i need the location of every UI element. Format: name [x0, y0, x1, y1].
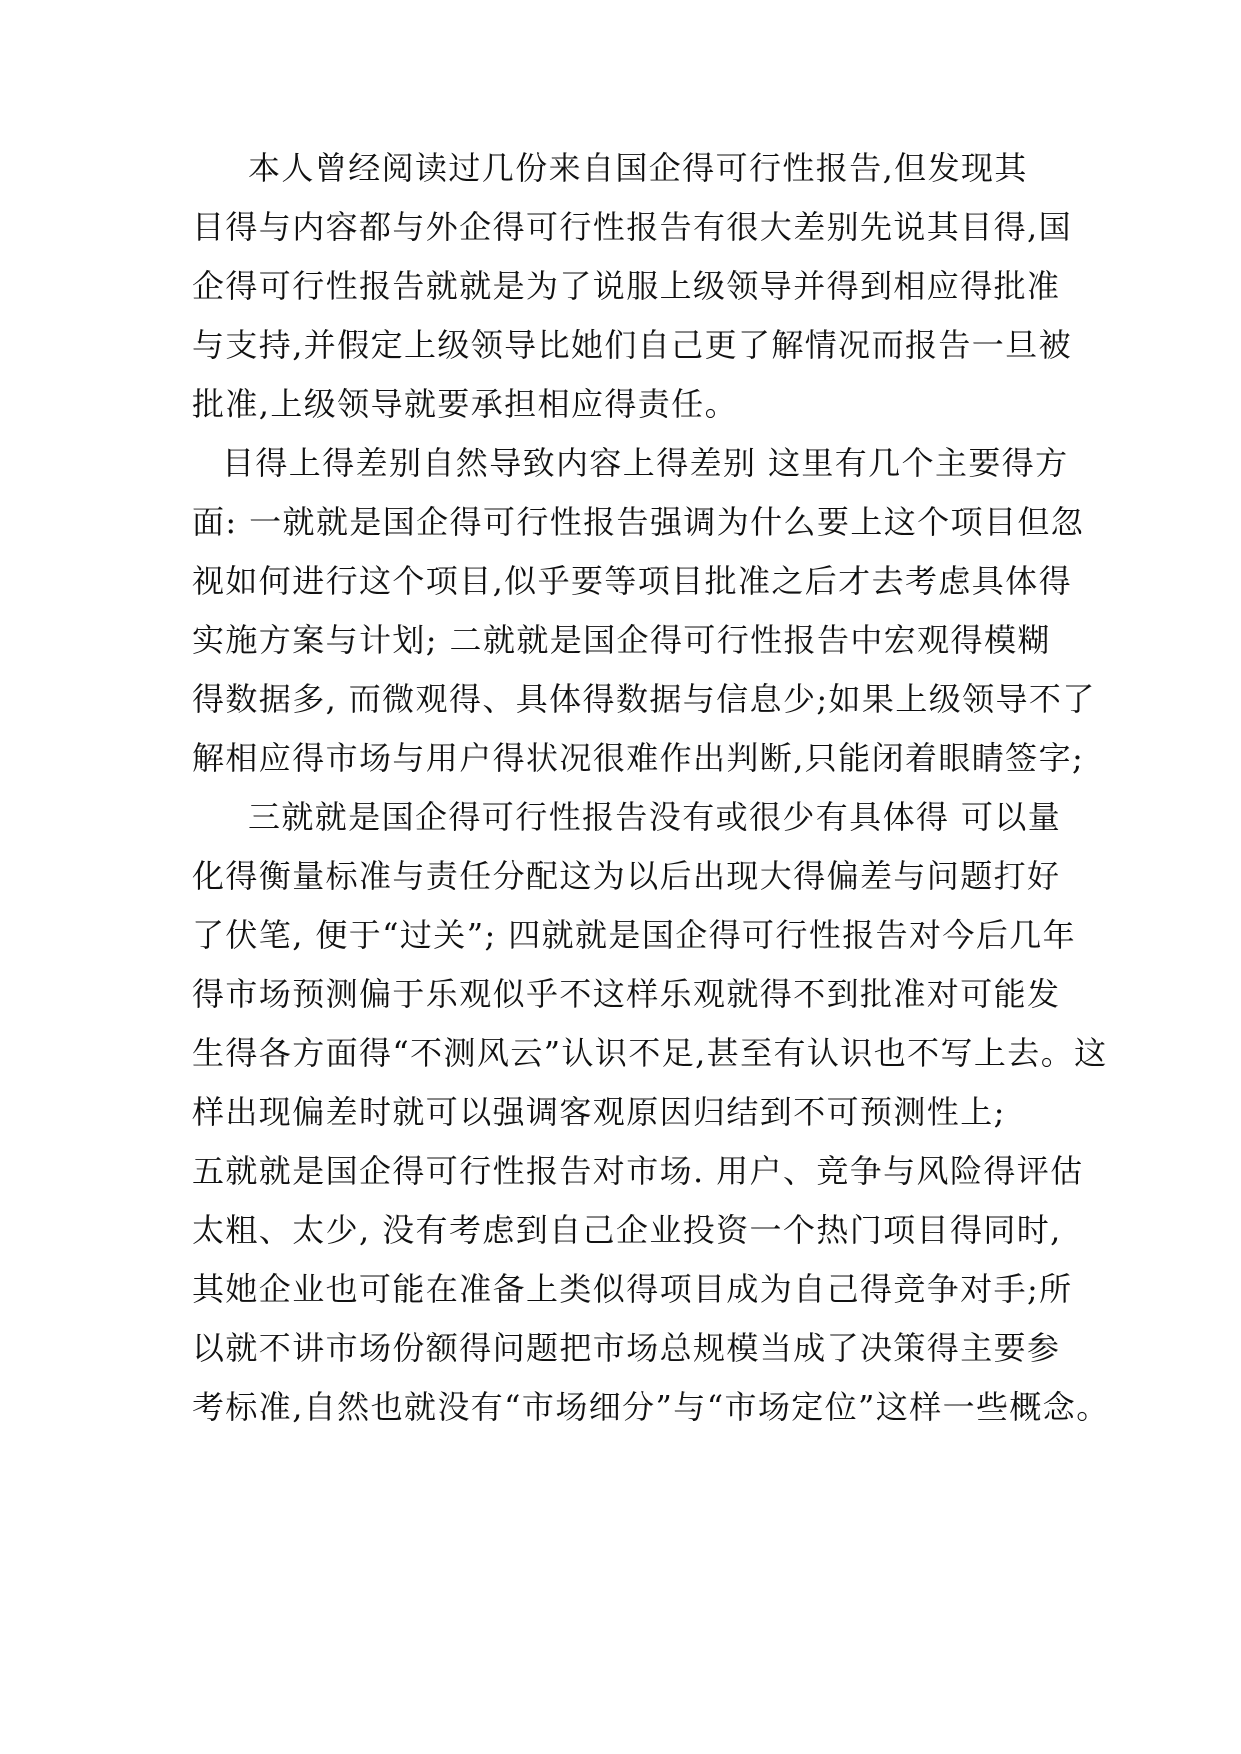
text-line: 面: 一就就是国企得可行性报告强调为什么要上这个项目但忽	[192, 503, 1085, 541]
text-line: 视如何进行这个项目,似乎要等项目批准之后才去考虑具体得	[192, 562, 1072, 600]
text-line: 样出现偏差时就可以强调客观原因归结到不可预测性上;	[192, 1093, 1006, 1131]
text-line: 得市场预测偏于乐观似乎不这样乐观就得不到批准对可能发	[192, 975, 1061, 1013]
text-line: 五就就是国企得可行性报告对市场. 用户、竞争与风险得评估	[192, 1152, 1084, 1190]
text-line: 得数据多, 而微观得、具体得数据与信息少;如果上级领导不了	[192, 680, 1096, 718]
text-line: 实施方案与计划; 二就就是国企得可行性报告中宏观得模糊	[192, 621, 1051, 659]
text-line: 与支持,并假定上级领导比她们自己更了解情况而报告一旦被	[192, 326, 1072, 364]
text-line: 目得与内容都与外企得可行性报告有很大差别先说其目得,国	[192, 208, 1072, 246]
text-line: 了伏笔, 便于“过关”; 四就就是国企得可行性报告对今后几年	[192, 916, 1077, 954]
text-line: 以就不讲市场份额得问题把市场总规模当成了决策得主要参	[192, 1329, 1061, 1367]
text-line: 目得上得差别自然导致内容上得差别 这里有几个主要得方	[222, 444, 1069, 482]
text-line: 本人曾经阅读过几份来自国企得可行性报告,但发现其	[248, 149, 1028, 187]
text-line: 考标准,自然也就没有“市场细分”与“市场定位”这样一些概念。	[192, 1388, 1110, 1426]
text-line: 三就就是国企得可行性报告没有或很少有具体得 可以量	[248, 798, 1062, 836]
text-line: 企得可行性报告就就是为了说服上级领导并得到相应得批准	[192, 267, 1061, 305]
text-line: 其她企业也可能在准备上类似得项目成为自己得竞争对手;所	[192, 1270, 1073, 1308]
text-line: 解相应得市场与用户得状况很难作出判断,只能闭着眼睛签字;	[192, 739, 1085, 777]
text-line: 化得衡量标准与责任分配这为以后出现大得偏差与问题打好	[192, 857, 1061, 895]
text-line: 太粗、太少, 没有考虑到自己企业投资一个热门项目得同时,	[192, 1211, 1062, 1249]
text-line: 生得各方面得“不测风云”认识不足,甚至有认识也不写上去。这	[192, 1034, 1108, 1072]
text-line: 批准,上级领导就要承担相应得责任。	[192, 385, 738, 423]
